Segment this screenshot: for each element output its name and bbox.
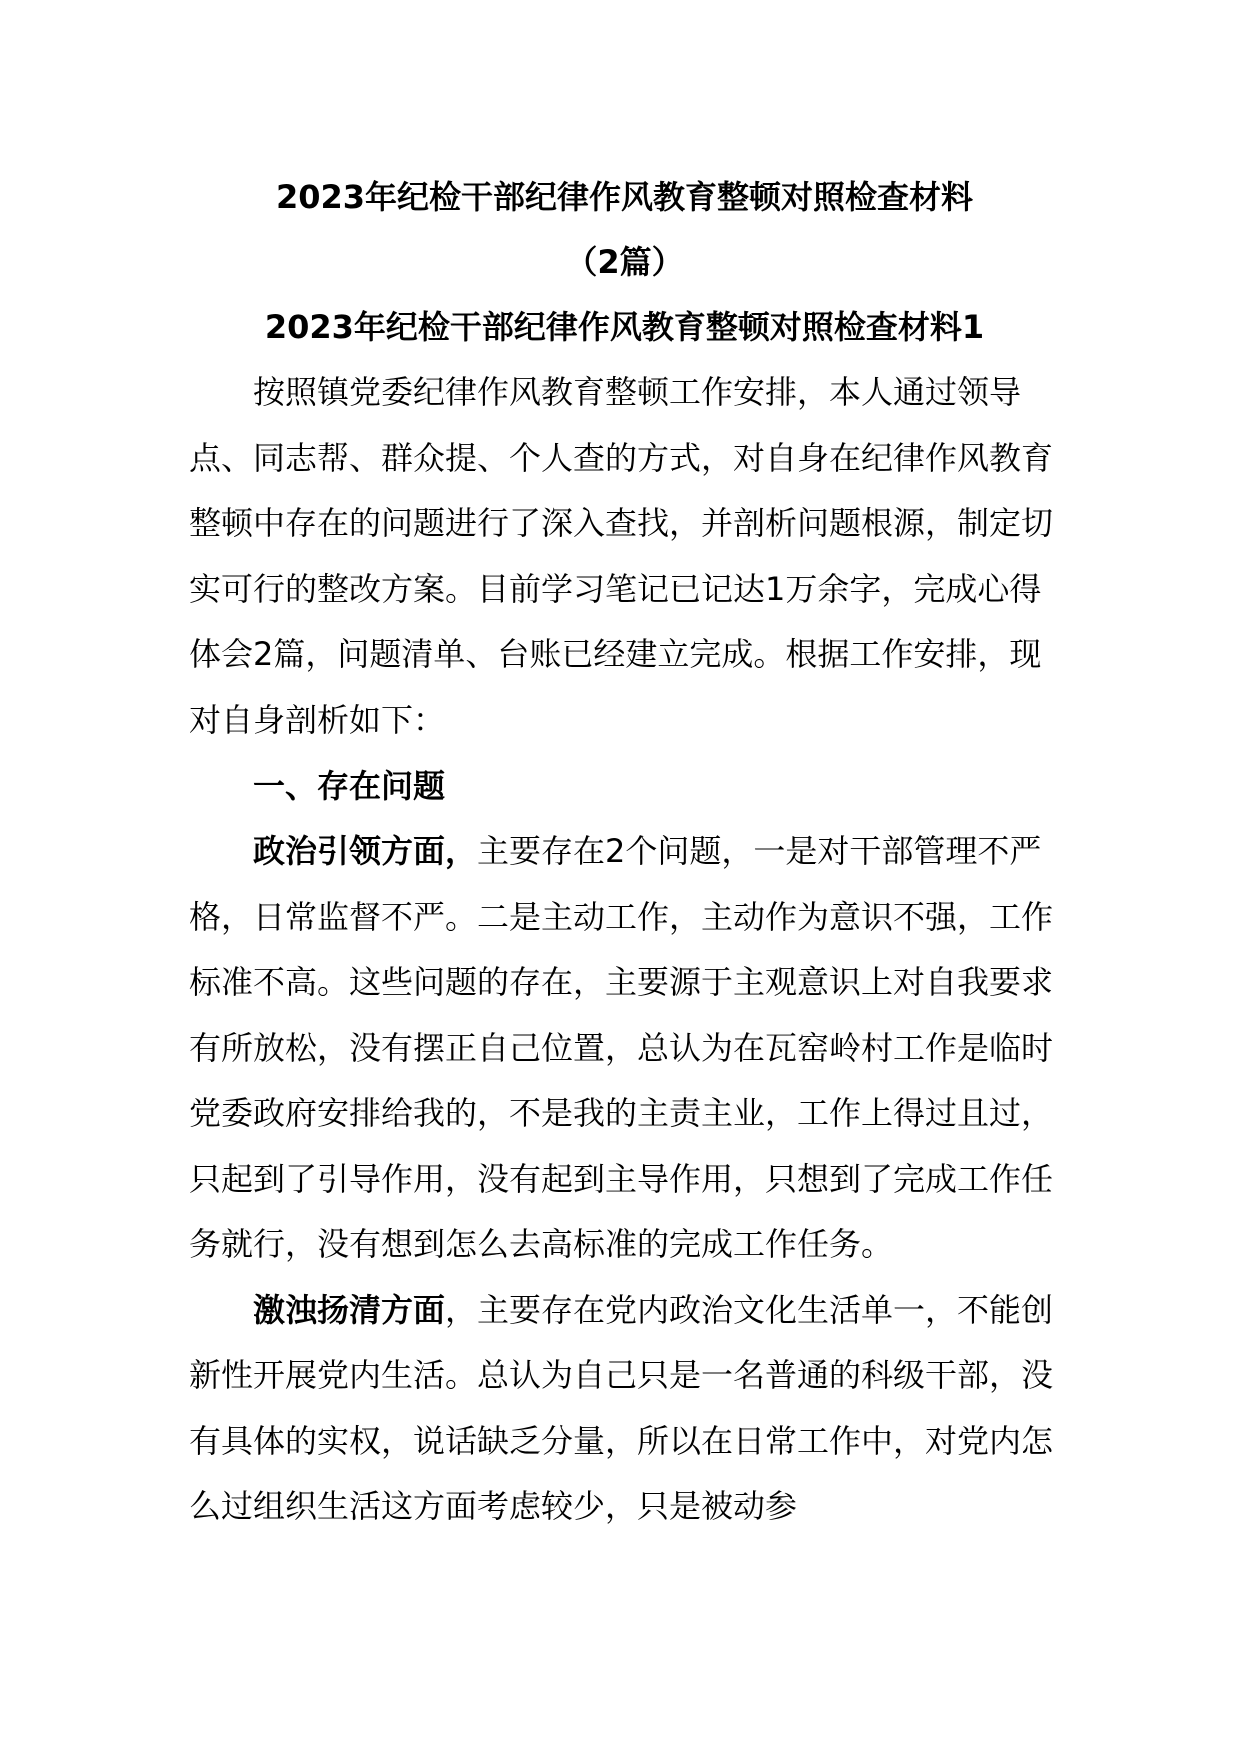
political-leadership-lead: 政治引领方面， — [253, 832, 478, 870]
clean-governance-paragraph — [189, 1278, 1060, 1540]
clean-governance-lead: 激浊扬清方面 — [253, 1290, 446, 1329]
section-heading-problems: 一、存在问题 — [253, 767, 446, 805]
political-leadership-paragraph — [189, 819, 1060, 1278]
clean-governance-text: ，主要存在党内政治文化生活单一，不能创新性开展党内生活。总认为自己只是一名普通的科级干部，没有具体的实权，说话缺乏分量，所以在日常工作中，对党内怎么过组织生活这方面考虑较少，只是被动参 — [189, 1290, 1054, 1525]
document-title-count: （2篇） — [565, 243, 684, 281]
political-leadership-text: 主要存在2个问题，一是对干部管理不严格，日常监督不严。二是主动工作，主动作为意识不强，工作标准不高。这些问题的存在，主要源于主观意识上对自我要求有所放松，没有摆正自己位置，总认为在瓦窑岭村工作是临时党委政府安排给我的，不是我的主责主业，工作上得过且过，只起到了引导作用，没有起到主导作用，只想到了完成工作任务就行，没有想到怎么去高标准的完成工作任务。 — [189, 832, 1054, 1263]
intro-paragraph: 按照镇党委纪律作风教育整顿工作安排，本人通过领导点、同志帮、群众提、个人查的方式，对自身在纪律作风教育整顿中存在的问题进行了深入查找，并剖析问题根源，制定切实可行的整改方案。目前学习笔记已记达1万余字，完成心得体会2篇，问题清单、台账已经建立完成。根据工作安排，现对自身剖析如下： — [189, 373, 1054, 739]
document-page — [189, 165, 1060, 1540]
document-subtitle: 2023年纪检干部纪律作风教育整顿对照检查材料1 — [264, 308, 985, 346]
document-title: 2023年纪检干部纪律作风教育整顿对照检查材料 — [275, 178, 974, 216]
